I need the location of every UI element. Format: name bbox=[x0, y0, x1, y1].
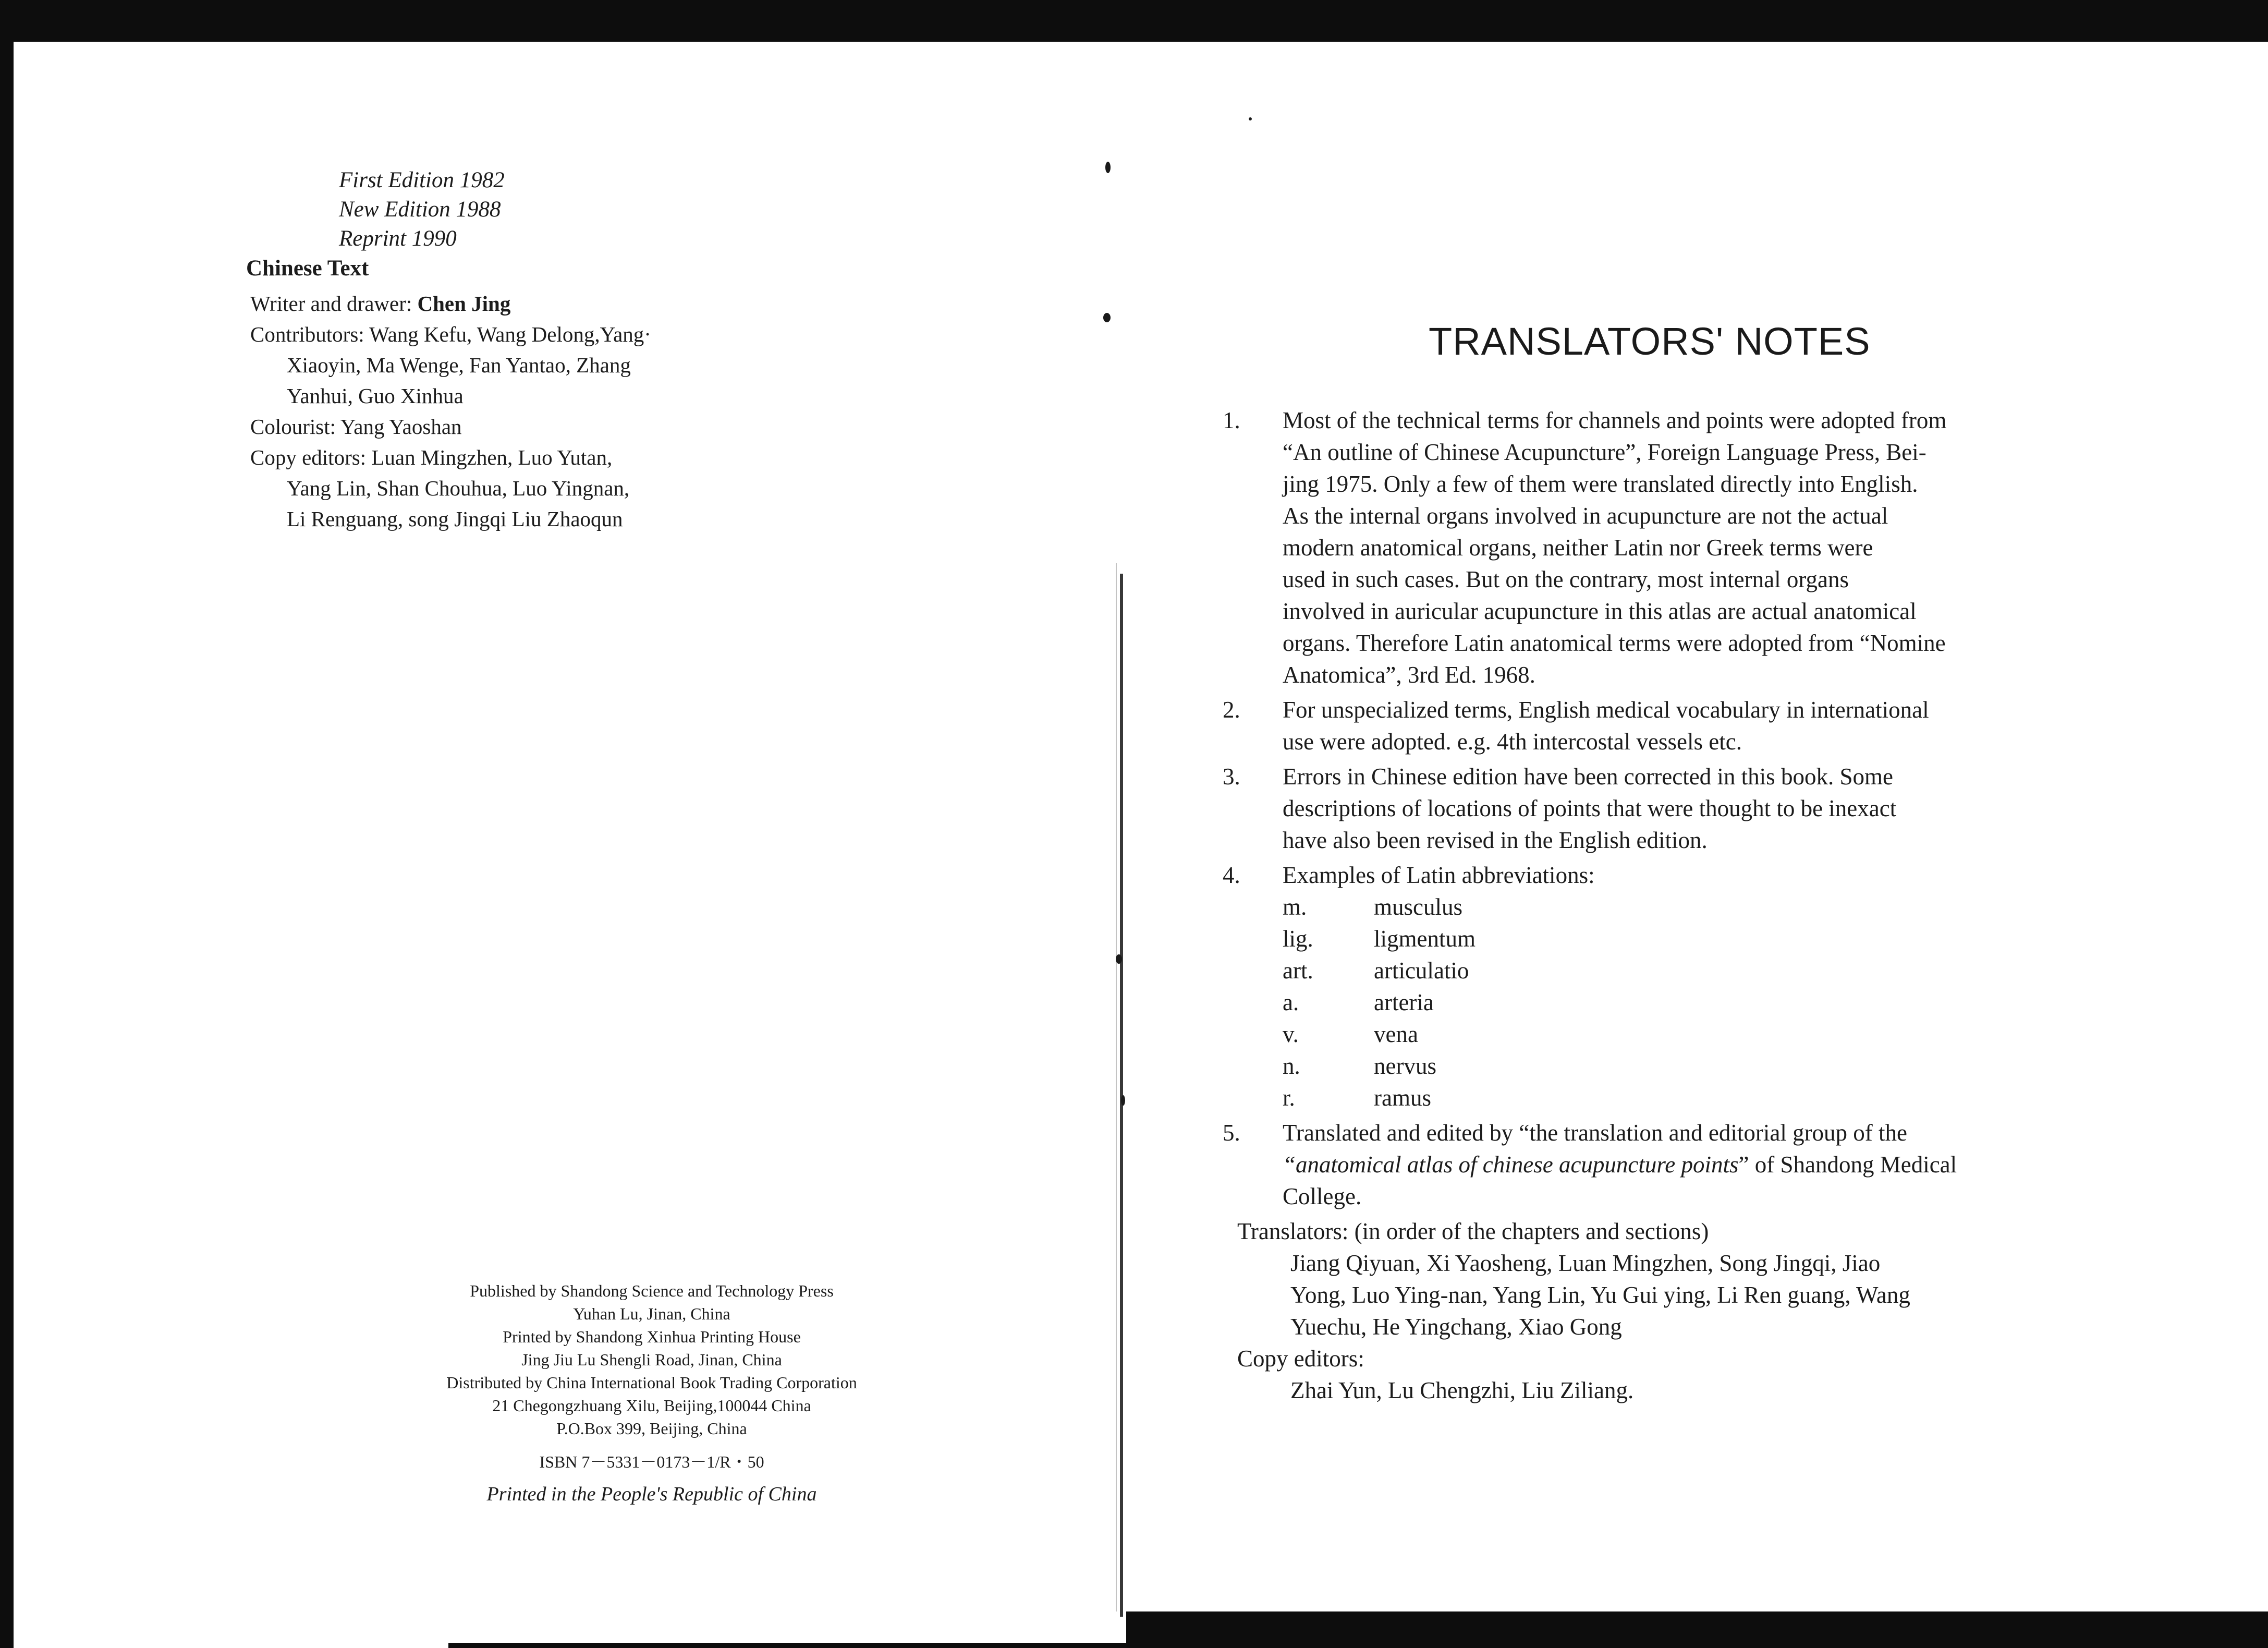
note-text bbox=[1283, 761, 2119, 856]
note-line: Errors in Chinese edition have been corrected in this book. Some bbox=[1283, 764, 1893, 790]
abbreviation-row bbox=[1283, 891, 2119, 923]
note-text bbox=[1283, 859, 2119, 1114]
publisher-line: Distributed by China International Book Trading Corporation bbox=[446, 1373, 857, 1392]
publisher-line: Published by Shandong Science and Technology Press bbox=[470, 1281, 834, 1300]
translators-label: Translators: (in order of the chapters and sections) bbox=[1237, 1218, 1709, 1244]
abbreviations-intro: Examples of Latin abbreviations: bbox=[1283, 862, 1595, 888]
note-text bbox=[1283, 694, 2119, 758]
note-3 bbox=[1223, 761, 2119, 856]
publisher-line: P.O.Box 399, Beijing, China bbox=[556, 1419, 747, 1438]
abbreviation: n. bbox=[1283, 1053, 1300, 1079]
note-line: organs. Therefore Latin anatomical terms were adopted from “Nomine bbox=[1283, 630, 1946, 656]
abbreviation-meaning: nervus bbox=[1374, 1053, 1436, 1079]
scan-border-top bbox=[0, 0, 2268, 42]
translators-line: Yuechu, He Yingchang, Xiao Gong bbox=[1290, 1314, 1622, 1340]
copy-editors-section bbox=[1223, 1343, 2119, 1407]
abbreviation: m. bbox=[1283, 894, 1307, 920]
note-line: modern anatomical organs, neither Latin nor Greek terms were bbox=[1283, 535, 1873, 561]
abbreviation: v. bbox=[1283, 1021, 1299, 1047]
abbreviation-row bbox=[1283, 987, 2119, 1019]
abbreviation: art. bbox=[1283, 958, 1313, 984]
copy-editors-row: Copy editors: Luan Mingzhen, Luo Yutan, bbox=[250, 445, 613, 469]
publisher-line: Yuhan Lu, Jinan, China bbox=[573, 1304, 730, 1323]
note-number: 4. bbox=[1223, 862, 1240, 888]
note-line: Translated and edited by “the translation and editorial group of the bbox=[1283, 1120, 1908, 1146]
writer-label: Writer and drawer: bbox=[250, 292, 418, 316]
abbreviation: a. bbox=[1283, 989, 1299, 1015]
note-line-rest: ” of Shandong Medical bbox=[1738, 1152, 1957, 1178]
note-2 bbox=[1223, 694, 2119, 758]
chinese-text-heading: Chinese Text bbox=[246, 256, 369, 281]
note-number: 1. bbox=[1223, 407, 1240, 433]
abbreviation-meaning: articulatio bbox=[1374, 958, 1469, 984]
publisher-line: Jing Jiu Lu Shengli Road, Jinan, China bbox=[521, 1350, 782, 1369]
note-line: jing 1975. Only a few of them were translated directly into English. bbox=[1283, 471, 1918, 497]
abbreviation-row bbox=[1283, 955, 2119, 987]
note-line: Anatomica”, 3rd Ed. 1968. bbox=[1283, 662, 1535, 688]
credits-block bbox=[250, 288, 740, 535]
copy-editors-continued: Li Renguang, song Jingqi Liu Zhaoqun bbox=[287, 507, 623, 531]
edition-history bbox=[339, 166, 505, 253]
abbreviation: r. bbox=[1283, 1085, 1295, 1111]
note-number: 2. bbox=[1223, 697, 1240, 723]
copy-editors-label: Copy editors: bbox=[1237, 1346, 1364, 1372]
publisher-line: Printed by Shandong Xinhua Printing House bbox=[503, 1327, 801, 1346]
note-line: “An outline of Chinese Acupuncture”, Foreign Language Press, Bei- bbox=[1283, 439, 1926, 465]
writer-name: Chen Jing bbox=[417, 292, 511, 316]
note-line: involved in auricular acupuncture in this atlas are actual anatomical bbox=[1283, 598, 1917, 624]
note-line: College. bbox=[1283, 1183, 1362, 1209]
scan-border-bottom-left bbox=[448, 1643, 1126, 1648]
note-5 bbox=[1223, 1117, 2119, 1213]
publisher-line: 21 Chegongzhuang Xilu, Beijing,100044 China bbox=[492, 1396, 811, 1415]
abbreviation-meaning: musculus bbox=[1374, 894, 1463, 920]
note-line: Most of the technical terms for channels and points were adopted from bbox=[1283, 407, 1947, 433]
abbreviation-meaning: ramus bbox=[1374, 1085, 1431, 1111]
note-text bbox=[1283, 405, 2119, 691]
page-gutter-faint bbox=[1116, 563, 1117, 1611]
scan-border-left bbox=[0, 0, 14, 1648]
note-4 bbox=[1223, 859, 2119, 1114]
edition-line: New Edition 1988 bbox=[339, 197, 501, 222]
abbreviation-row bbox=[1283, 1050, 2119, 1082]
page-title: TRANSLATORS' NOTES bbox=[1429, 320, 1871, 363]
contributors-row: Contributors: Wang Kefu, Wang Delong,Yang· bbox=[250, 322, 651, 346]
copy-editors-names bbox=[1223, 1375, 2119, 1407]
book-title: “anatomical atlas of chinese acupuncture points bbox=[1283, 1152, 1739, 1178]
abbreviation: lig. bbox=[1283, 926, 1313, 952]
abbreviation-meaning: ligmentum bbox=[1374, 926, 1476, 952]
scan-speck bbox=[1105, 162, 1111, 173]
note-line: used in such cases. But on the contrary, most internal organs bbox=[1283, 566, 1849, 592]
note-line: descriptions of locations of points that were thought to be inexact bbox=[1283, 795, 1897, 821]
note-line: For unspecialized terms, English medical vocabulary in international bbox=[1283, 697, 1929, 723]
scan-speck bbox=[1249, 117, 1252, 120]
contributors-continued: Yanhui, Guo Xinhua bbox=[287, 384, 464, 408]
contributors-continued: Xiaoyin, Ma Wenge, Fan Yantao, Zhang bbox=[287, 353, 631, 377]
scan-speck bbox=[1121, 1095, 1125, 1106]
copy-editors-continued: Yang Lin, Shan Chouhua, Luo Yingnan, bbox=[287, 476, 630, 500]
printed-in: Printed in the People's Republic of China bbox=[486, 1483, 817, 1505]
translators-names bbox=[1223, 1247, 2119, 1343]
translators-line: Jiang Qiyuan, Xi Yaosheng, Luan Mingzhen, Song Jingqi, Jiao bbox=[1290, 1250, 1881, 1276]
note-text bbox=[1283, 1117, 2119, 1213]
scan-speck bbox=[1116, 954, 1122, 964]
edition-line: Reprint 1990 bbox=[339, 226, 457, 251]
note-1 bbox=[1223, 405, 2119, 691]
abbreviation-row bbox=[1283, 923, 2119, 955]
publisher-info bbox=[396, 1279, 907, 1506]
note-line: use were adopted. e.g. 4th intercostal vessels etc. bbox=[1283, 729, 1742, 755]
scan-speck bbox=[1103, 313, 1111, 322]
note-number: 5. bbox=[1223, 1120, 1240, 1146]
edition-line: First Edition 1982 bbox=[339, 168, 505, 192]
note-line bbox=[1283, 1149, 2119, 1181]
note-number: 3. bbox=[1223, 764, 1240, 790]
colourist-row: Colourist: Yang Yaoshan bbox=[250, 415, 462, 439]
abbreviation-row bbox=[1283, 1019, 2119, 1050]
copy-editors-line: Zhai Yun, Lu Chengzhi, Liu Ziliang. bbox=[1290, 1377, 1634, 1403]
scan-border-bottom bbox=[1126, 1611, 2268, 1648]
translators-line: Yong, Luo Ying-nan, Yang Lin, Yu Gui ying, Li Ren guang, Wang bbox=[1290, 1282, 1910, 1308]
translators-notes bbox=[1223, 405, 2119, 1407]
note-line: have also been revised in the English edition. bbox=[1283, 827, 1708, 853]
abbreviation-row bbox=[1283, 1082, 2119, 1114]
note-line: As the internal organs involved in acupuncture are not the actual bbox=[1283, 503, 1888, 529]
abbreviation-meaning: arteria bbox=[1374, 989, 1434, 1015]
writer-row bbox=[250, 288, 740, 319]
isbn: ISBN 7－5331－0173－1/R・50 bbox=[539, 1452, 764, 1471]
abbreviation-meaning: vena bbox=[1374, 1021, 1418, 1047]
translators-section bbox=[1223, 1216, 2119, 1343]
